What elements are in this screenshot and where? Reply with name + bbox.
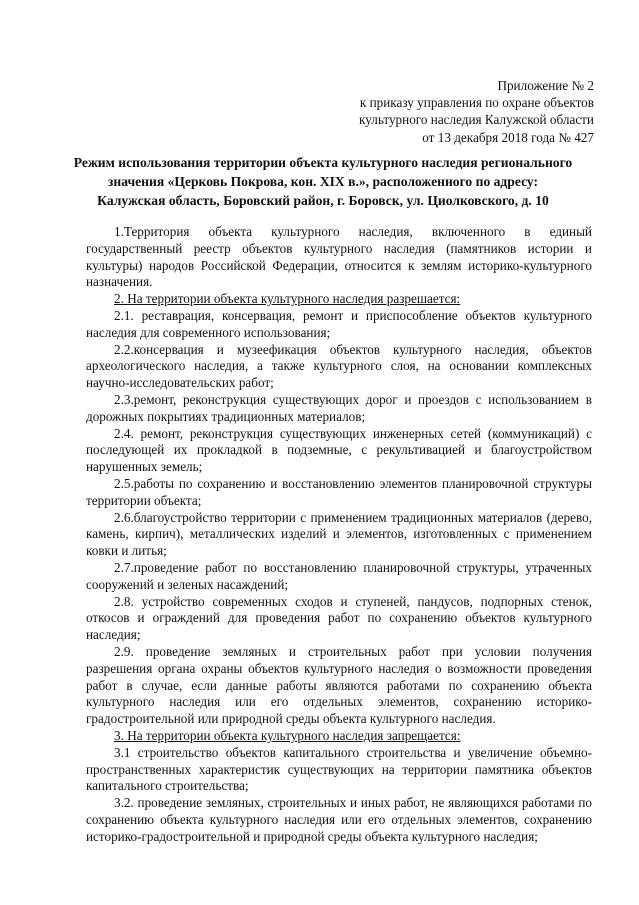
paragraph: 2.7.проведение работ по восстановлению планировочной структуры, утраченных сооружений и зеленых насаждений; — [86, 559, 592, 592]
document-title — [40, 154, 606, 210]
paragraph: 2.1. реставрация, консервация, ремонт и приспособление объектов культурного наследия для современного использования; — [86, 307, 592, 340]
title-line: Калужская область, Боровский район, г. Боровск, ул. Циолковского, д. 10 — [97, 192, 549, 208]
title-line: значения «Церковь Покрова, кон. XIX в.», расположенного по адресу: — [107, 173, 539, 189]
appendix-line: от 13 декабря 2018 года № 427 — [422, 129, 594, 145]
paragraph: 1.Территория объекта культурного наследия, включенного в единый государственный реестр объектов культурного наследия (памятников истории и культуры) народов Российской Федерации, относится к землям историко-культурного назначения. — [86, 224, 592, 290]
paragraph: 2.9. проведение земляных и строительных работ при условии получения разрешения органа охраны объектов культурного наследия о возможности проведения работ в случае, если данные работы являются работами по сохранению объекта культурного наследия или его отдельных элементов, сохранению историко-градостроительной или природной среды объекта культурного наследия. — [86, 643, 592, 727]
paragraph: 2.2.консервация и музеефикация объектов культурного наследия, объектов археологического наследия, а также культурного слоя, на основании комплексных научно-исследовательских работ; — [86, 341, 592, 391]
paragraph: 2.8. устройство современных сходов и ступеней, пандусов, подпорных стенок, откосов и ограждений для проведения работ по сохранению объектов культурного наследия; — [86, 593, 592, 643]
paragraph: 2.4. ремонт, реконструкция существующих инженерных сетей (коммуникаций) с последующей их прокладкой в подземные, с рекультивацией и благоустройством нарушенных земель; — [86, 425, 592, 475]
appendix-line: Приложение № 2 — [497, 78, 594, 93]
paragraph: 2.3.ремонт, реконструкция существующих дорог и проездов с использованием в дорожных покрытиях традиционных материалов; — [86, 391, 592, 424]
paragraph: 2.5.работы по сохранению и восстановлению элементов планировочной структуры территории объекта; — [86, 475, 592, 508]
paragraph: 3.2. проведение земляных, строительных и иных работ, не являющихся работами по сохранению объекта культурного наследия или его отдельных элементов, сохранению историко-градостроительной и природной среды объекта культурного наследия; — [86, 795, 592, 844]
paragraph: 2.6.благоустройство территории с применением традиционных материалов (дерево, камень, кирпич), металлических изделий и элементов, изготовленных с применением ковки и литья; — [86, 509, 592, 559]
appendix-header — [359, 77, 594, 146]
title-line: Режим использования территории объекта культурного наследия регионального — [73, 155, 573, 170]
document-body — [86, 224, 592, 845]
appendix-line: к приказу управления по охране объектов — [359, 95, 594, 111]
section-heading-prohibited: 3. На территории объекта культурного наследия запрещается: — [114, 727, 461, 743]
paragraph: 3.1 строительство объектов капитального строительства и увеличение объемно-пространственных характеристик существующих на территории памятника объектов капитального строительства; — [86, 744, 592, 794]
appendix-line: культурного наследия Калужской области — [359, 112, 594, 128]
section-heading-allowed: 2. На территории объекта культурного наследия разрешается: — [114, 291, 461, 307]
